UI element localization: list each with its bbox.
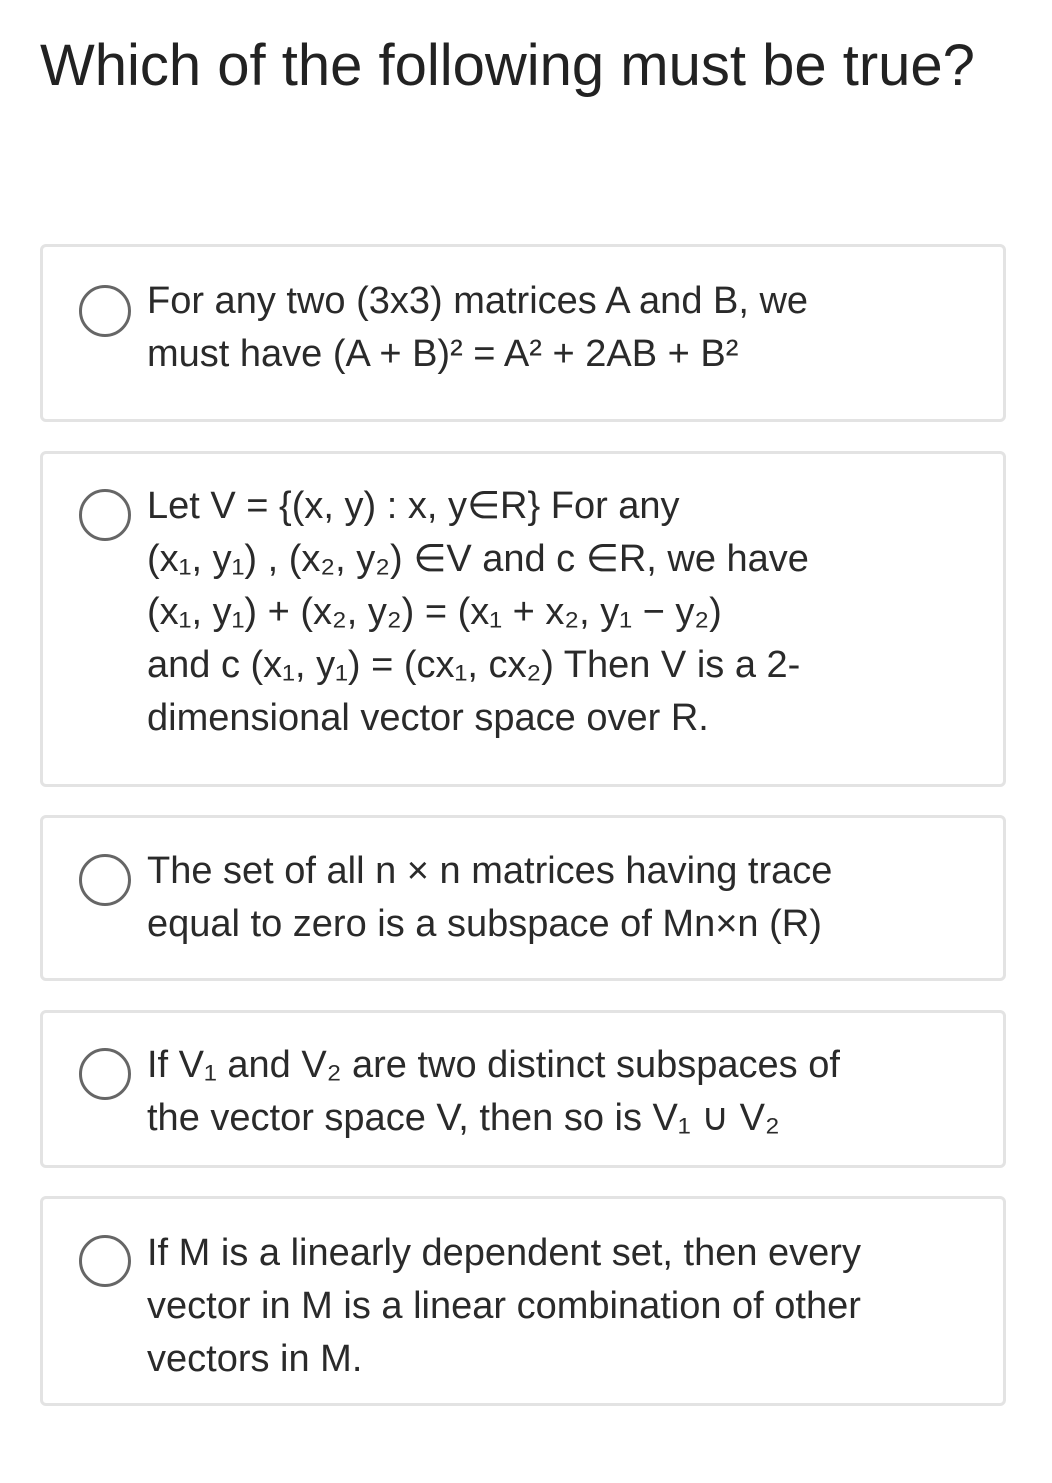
option-line: If M is a linearly dependent set, then every [147, 1232, 861, 1274]
option-text [147, 845, 973, 951]
radio-button[interactable] [79, 854, 131, 906]
option-text [147, 1227, 973, 1386]
option-line: (x₁, y₁) + (x₂, y₂) = (x₁ + x₂, y₁ − y₂) [147, 591, 722, 633]
radio-button[interactable] [79, 1048, 131, 1100]
option-line: For any two (3x3) matrices A and B, we [147, 280, 809, 322]
option-line: If V₁ and V₂ are two distinct subspaces of [147, 1044, 840, 1086]
option-line: Let V = {(x, y) : x, y∈R} For any [147, 485, 680, 527]
option-text [147, 1039, 973, 1145]
option-1[interactable] [40, 244, 1006, 422]
option-text [147, 480, 973, 745]
radio-button[interactable] [79, 1235, 131, 1287]
option-line: equal to zero is a subspace of Mn×n (R) [147, 903, 822, 945]
option-line: (x₁, y₁) , (x₂, y₂) ∈V and c ∈R, we have [147, 538, 809, 580]
radio-button[interactable] [79, 285, 131, 337]
option-line: vectors in M. [147, 1338, 363, 1380]
option-2[interactable] [40, 451, 1006, 787]
option-line: and c (x₁, y₁) = (cx₁, cx₂) Then V is a 2- [147, 644, 801, 686]
radio-button[interactable] [79, 489, 131, 541]
option-4[interactable] [40, 1010, 1006, 1168]
option-text [147, 275, 973, 381]
option-line: vector in M is a linear combination of other [147, 1285, 861, 1327]
option-line: The set of all n × n matrices having trace [147, 850, 833, 892]
option-line: must have (A + B)² = A² + 2AB + B² [147, 333, 739, 375]
option-5[interactable] [40, 1196, 1006, 1406]
option-line: dimensional vector space over R. [147, 697, 709, 739]
option-line: the vector space V, then so is V₁ ∪ V₂ [147, 1097, 780, 1139]
option-3[interactable] [40, 815, 1006, 981]
question-title: Which of the following must be true? [40, 33, 975, 98]
